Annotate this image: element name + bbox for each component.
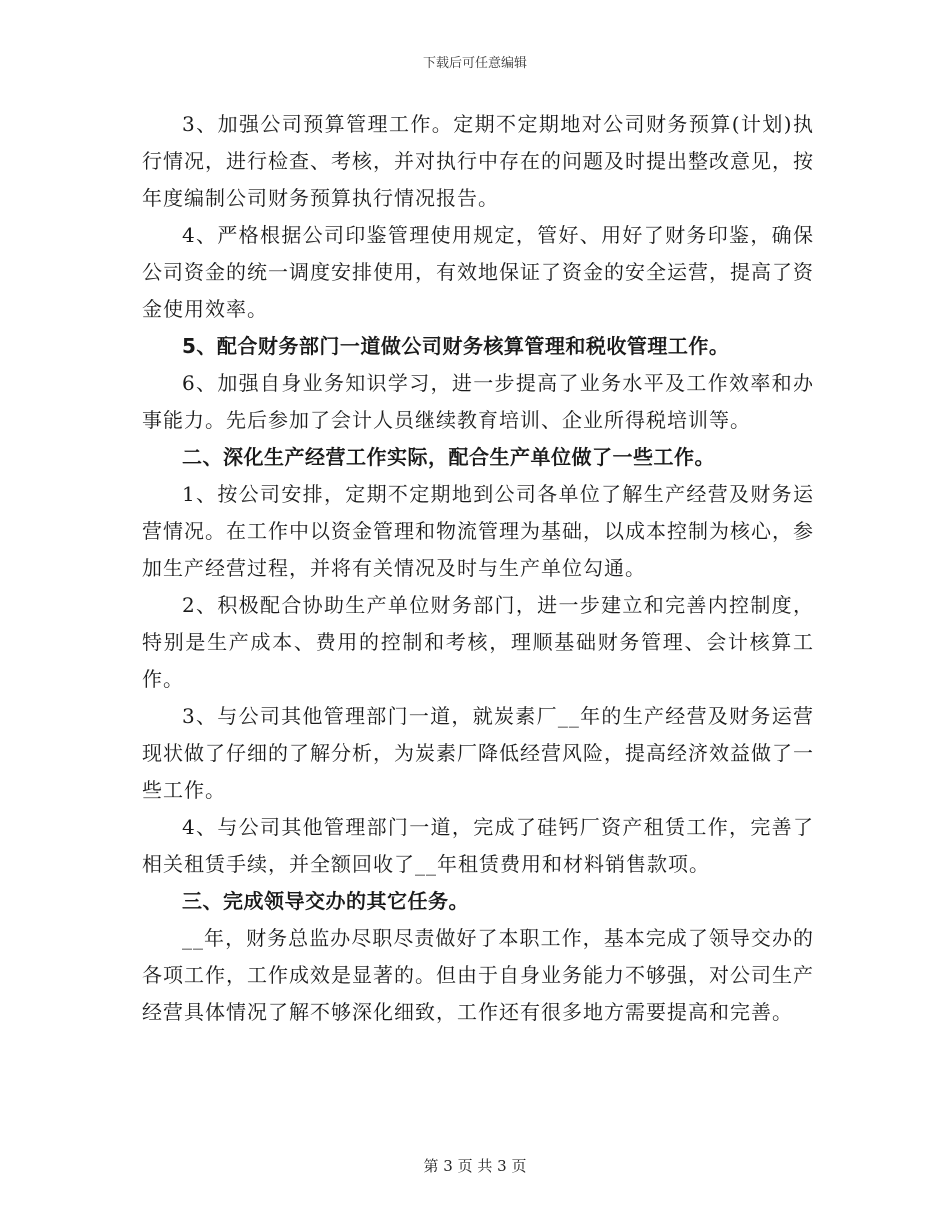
paragraph-6-study: 6、加强自身业务知识学习，进一步提高了业务水平及工作效率和办事能力。先后参加了会计人员继续教育培训、企业所得税培训等。 xyxy=(142,371,814,432)
section-heading-2: 二、深化生产经营工作实际，配合生产单位做了一些工作。 xyxy=(182,445,715,469)
paragraph-2-4: 4、与公司其他管理部门一道，完成了硅钙厂资产租赁工作，完善了相关租赁手续，并全额回收了__年租赁费用和材料销售款项。 xyxy=(142,815,814,876)
section-heading-3: 三、完成领导交办的其它任务。 xyxy=(182,889,469,913)
paragraph-summary: __年，财务总监办尽职尽责做好了本职工作，基本完成了领导交办的各项工作，工作成效是显著的。但由于自身业务能力不够强，对公司生产经营具体情况了解不够深化细致，工作还有很多地方需要提高和完善。 xyxy=(142,926,814,1024)
paragraph-2-3: 3、与公司其他管理部门一道，就炭素厂__年的生产经营及财务运营现状做了仔细的了解分析，为炭素厂降低经营风险，提高经济效益做了一些工作。 xyxy=(142,704,814,802)
page-footer: 第 3 页 共 3 页 xyxy=(423,1157,527,1175)
paragraph-2-1: 1、按公司安排，定期不定期地到公司各单位了解生产经营及财务运营情况。在工作中以资金管理和物流管理为基础，以成本控制为核心，参加生产经营过程，并将有关情况及时与生产单位勾通。 xyxy=(142,482,814,580)
paragraph-3-budget: 3、加强公司预算管理工作。定期不定期地对公司财务预算(计划)执行情况，进行检查、考核，并对执行中存在的问题及时提出整改意见，按年度编制公司财务预算执行情况报告。 xyxy=(142,112,814,210)
page-header: 下载后可任意编辑 xyxy=(422,56,527,71)
paragraph-2-2: 2、积极配合协助生产单位财务部门，进一步建立和完善内控制度，特别是生产成本、费用的控制和考核，理顺基础财务管理、会计核算工作。 xyxy=(142,593,814,691)
document-body xyxy=(142,106,814,1031)
paragraph-4-seal: 4、严格根据公司印鉴管理使用规定，管好、用好了财务印鉴，确保公司资金的统一调度安排使用，有效地保证了资金的安全运营，提高了资金使用效率。 xyxy=(142,223,814,321)
paragraph-5-accounting: 5、配合财务部门一道做公司财务核算管理和税收管理工作。 xyxy=(182,334,730,358)
